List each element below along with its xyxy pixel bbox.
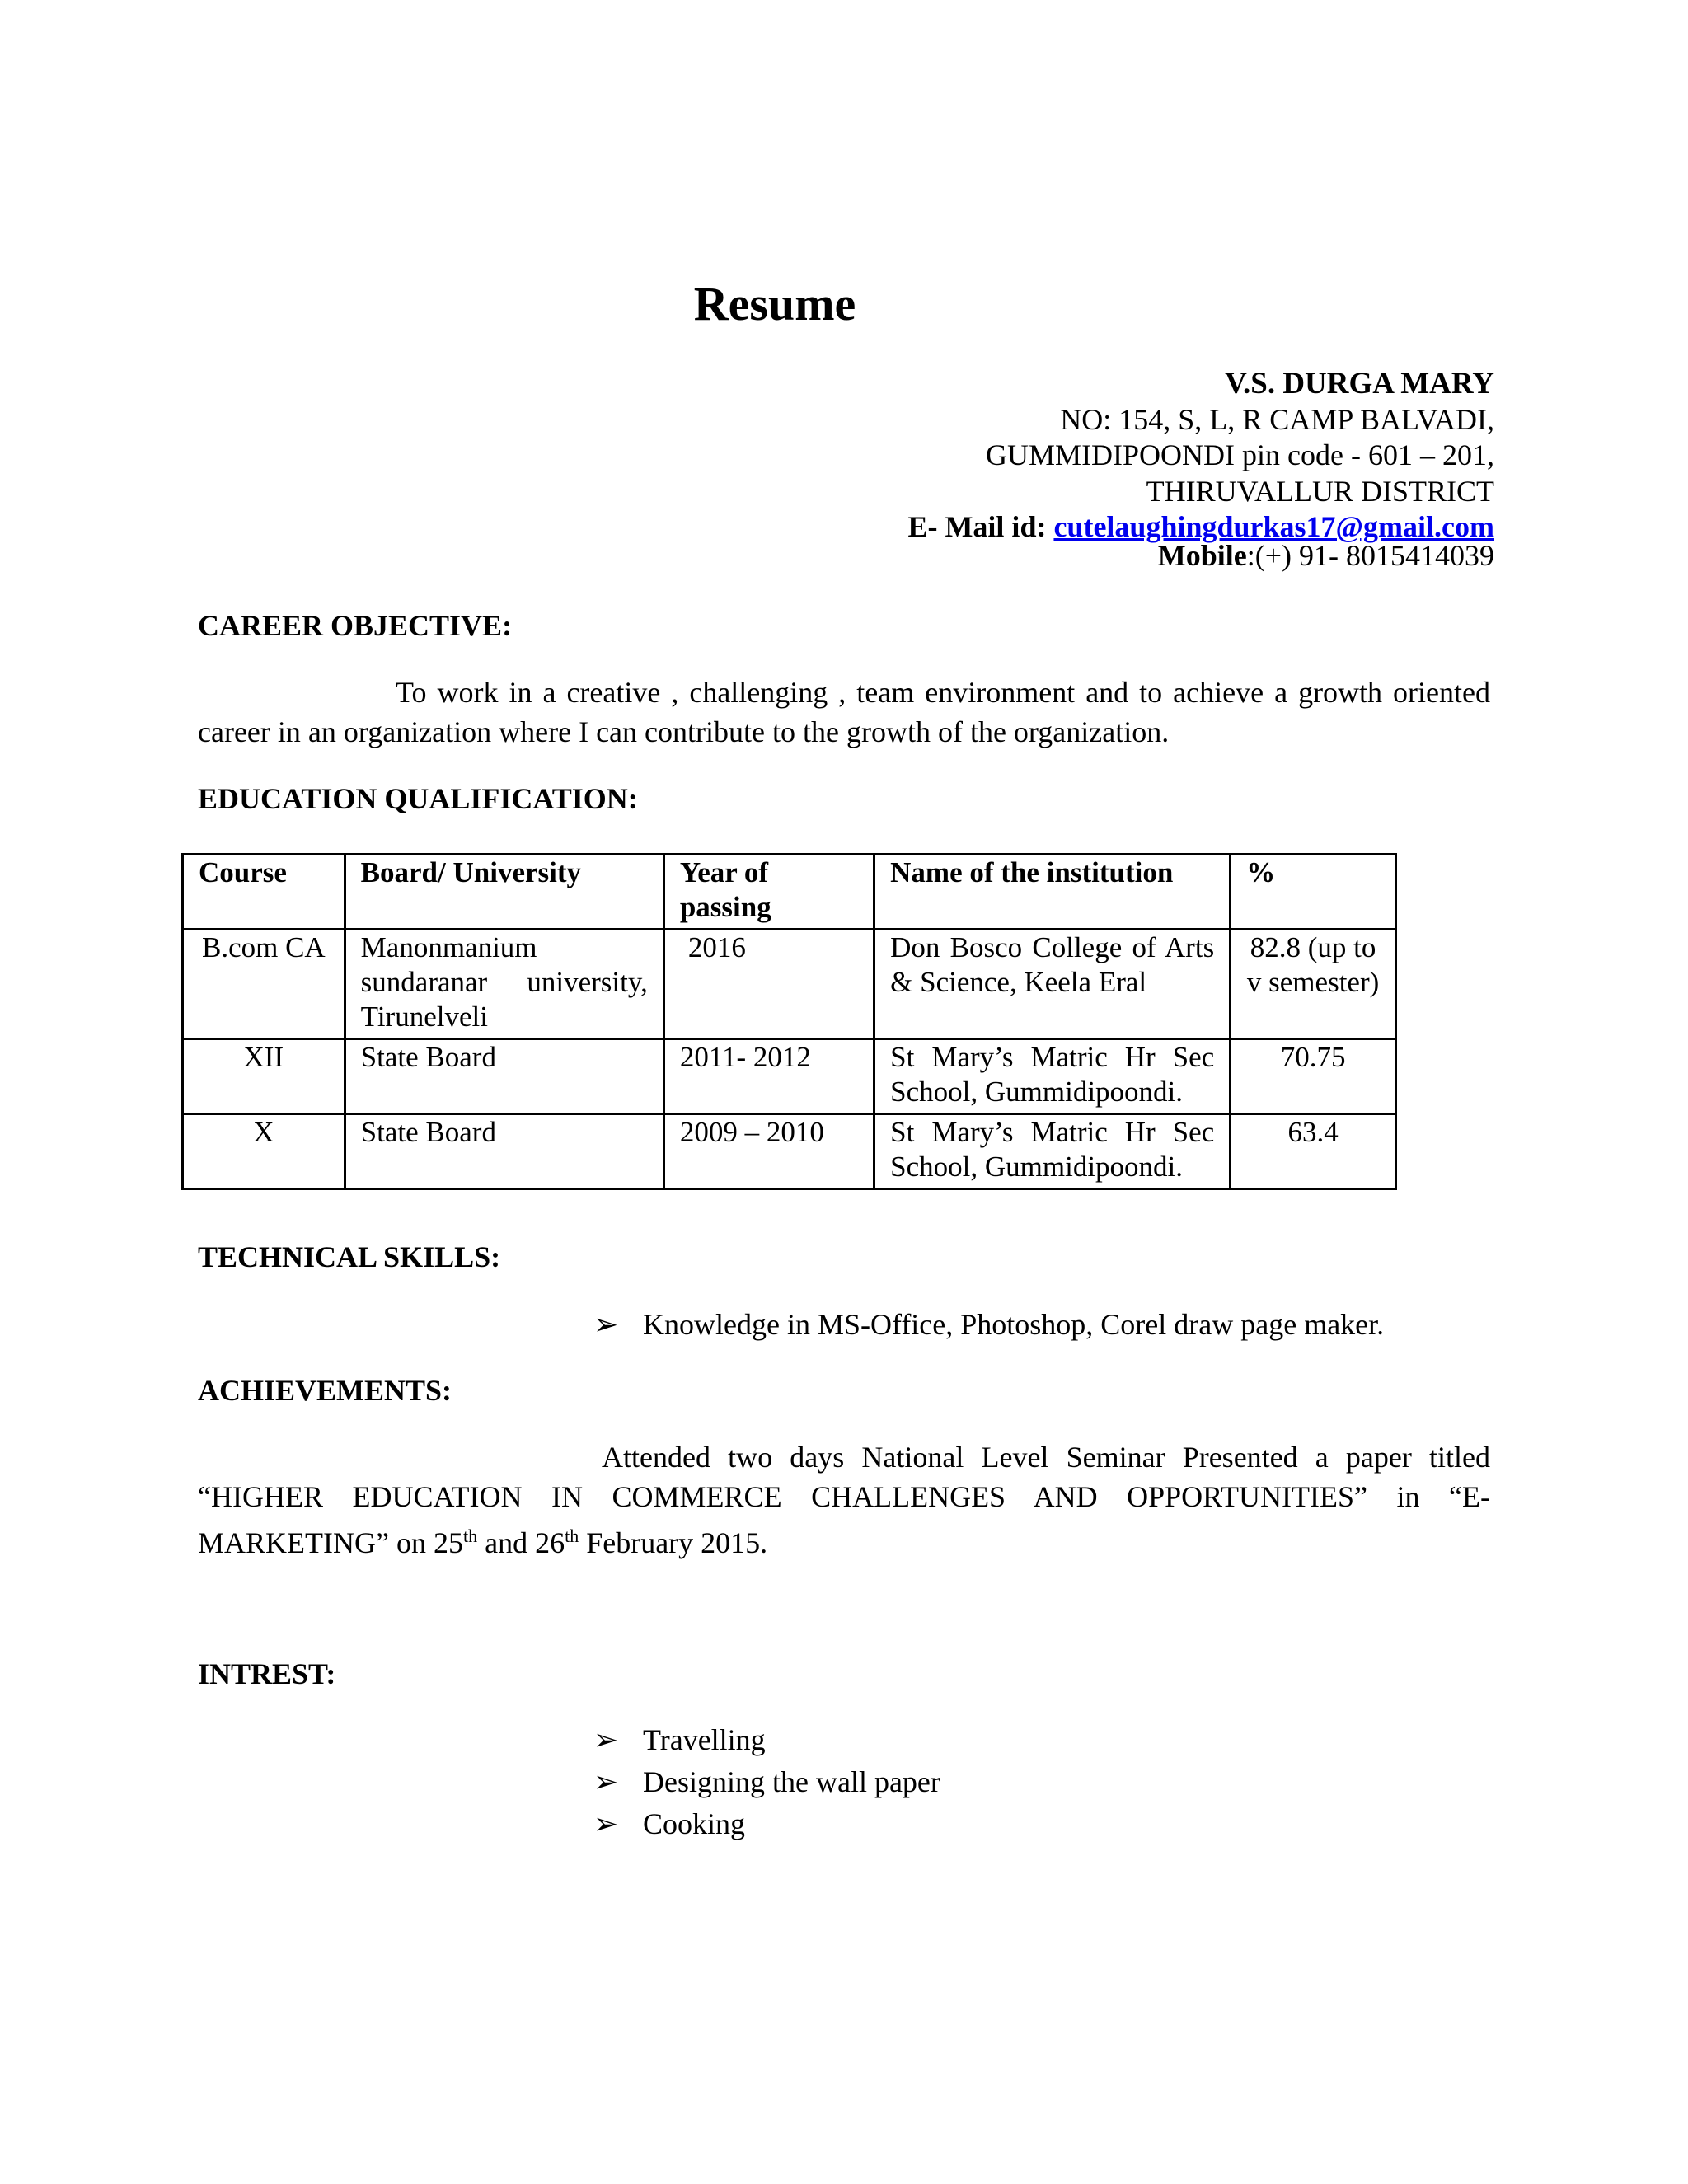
address-line-2: GUMMIDIPOONDI pin code - 601 – 201, bbox=[986, 438, 1494, 471]
education-heading: EDUCATION QUALIFICATION: bbox=[198, 782, 638, 815]
list-item bbox=[593, 1719, 940, 1761]
mobile-row bbox=[1158, 537, 1494, 574]
column-header: Course bbox=[183, 855, 345, 930]
table-cell: St Mary’s Matric Hr Sec School, Gummidipoondi. bbox=[874, 1039, 1231, 1114]
table-cell: 82.8 (up to v semester) bbox=[1231, 930, 1396, 1039]
mobile-label: Mobile bbox=[1157, 539, 1247, 572]
arrow-bullet-icon: ➢ bbox=[593, 1308, 619, 1341]
page-title: Resume bbox=[693, 277, 856, 330]
ordinal-suffix: th bbox=[565, 1526, 579, 1546]
skill-text: Knowledge in MS-Office, Photoshop, Corel draw page maker. bbox=[643, 1308, 1385, 1341]
achievement-text-part: Attended two days National Level Seminar Presented a paper titled “HIGHER EDUCATION IN COMMERCE CHALLENGES AND OPPORTUNITIES” in “E- MARKETING” on 25 bbox=[198, 1441, 1490, 1559]
list-item bbox=[593, 1761, 940, 1803]
table-cell: X bbox=[183, 1114, 345, 1189]
table-cell: 63.4 bbox=[1231, 1114, 1396, 1189]
table-cell: 2011- 2012 bbox=[663, 1039, 874, 1114]
achievement-text-part: and 26 bbox=[477, 1526, 565, 1559]
interest-text: Cooking bbox=[643, 1807, 746, 1840]
achievements-text bbox=[198, 1437, 1490, 1563]
ordinal-suffix: th bbox=[462, 1526, 478, 1546]
table-cell: State Board bbox=[345, 1039, 663, 1114]
address-line-1: NO: 154, S, L, R CAMP BALVADI, bbox=[1060, 403, 1494, 436]
interest-heading: INTREST: bbox=[198, 1657, 336, 1690]
table-cell: B.com CA bbox=[183, 930, 345, 1039]
arrow-bullet-icon: ➢ bbox=[593, 1723, 619, 1756]
career-objective-heading: CAREER OBJECTIVE: bbox=[198, 609, 513, 642]
list-item bbox=[593, 1304, 1384, 1346]
table-cell: 70.75 bbox=[1231, 1039, 1396, 1114]
education-table bbox=[181, 853, 1397, 1190]
table-row bbox=[183, 1114, 1396, 1189]
skills-list bbox=[593, 1304, 1384, 1346]
table-cell: 2016 bbox=[663, 930, 874, 1039]
achievements-heading: ACHIEVEMENTS: bbox=[198, 1374, 452, 1407]
email-label: E- Mail id: bbox=[907, 510, 1047, 543]
table-cell: State Board bbox=[345, 1114, 663, 1189]
column-header: Board/ University bbox=[345, 855, 663, 930]
list-item bbox=[593, 1803, 940, 1845]
interest-text: Travelling bbox=[643, 1723, 766, 1756]
table-cell: Don Bosco College of Arts & Science, Keela Eral bbox=[874, 930, 1231, 1039]
interest-text: Designing the wall paper bbox=[643, 1765, 940, 1798]
mobile-number: :(+) 91- 8015414039 bbox=[1246, 539, 1494, 572]
arrow-bullet-icon: ➢ bbox=[593, 1765, 619, 1798]
table-cell: XII bbox=[183, 1039, 345, 1114]
arrow-bullet-icon: ➢ bbox=[593, 1807, 619, 1840]
address-line-3: THIRUVALLUR DISTRICT bbox=[1146, 475, 1494, 508]
achievement-text-part: February 2015. bbox=[579, 1526, 768, 1559]
email-link[interactable]: cutelaughingdurkas17@gmail.com bbox=[1053, 510, 1494, 543]
table-cell: Manonmanium sundaranar university, Tirunelveli bbox=[345, 930, 663, 1039]
interest-list bbox=[593, 1719, 940, 1845]
table-row bbox=[183, 930, 1396, 1039]
career-objective-text: To work in a creative , challenging , team environment and to achieve a growth oriented career in an organization where I can contribute to the growth of the organization. bbox=[198, 676, 1490, 748]
column-header: Name of the institution bbox=[874, 855, 1231, 930]
table-header-row bbox=[183, 855, 1396, 930]
technical-skills-heading: TECHNICAL SKILLS: bbox=[198, 1240, 501, 1273]
table-row bbox=[183, 1039, 1396, 1114]
column-header: Year of passing bbox=[663, 855, 874, 930]
candidate-name: V.S. DURGA MARY bbox=[1225, 367, 1494, 401]
table-cell: St Mary’s Matric Hr Sec School, Gummidipoondi. bbox=[874, 1114, 1231, 1189]
table-cell: 2009 – 2010 bbox=[663, 1114, 874, 1189]
column-header: % bbox=[1231, 855, 1396, 930]
